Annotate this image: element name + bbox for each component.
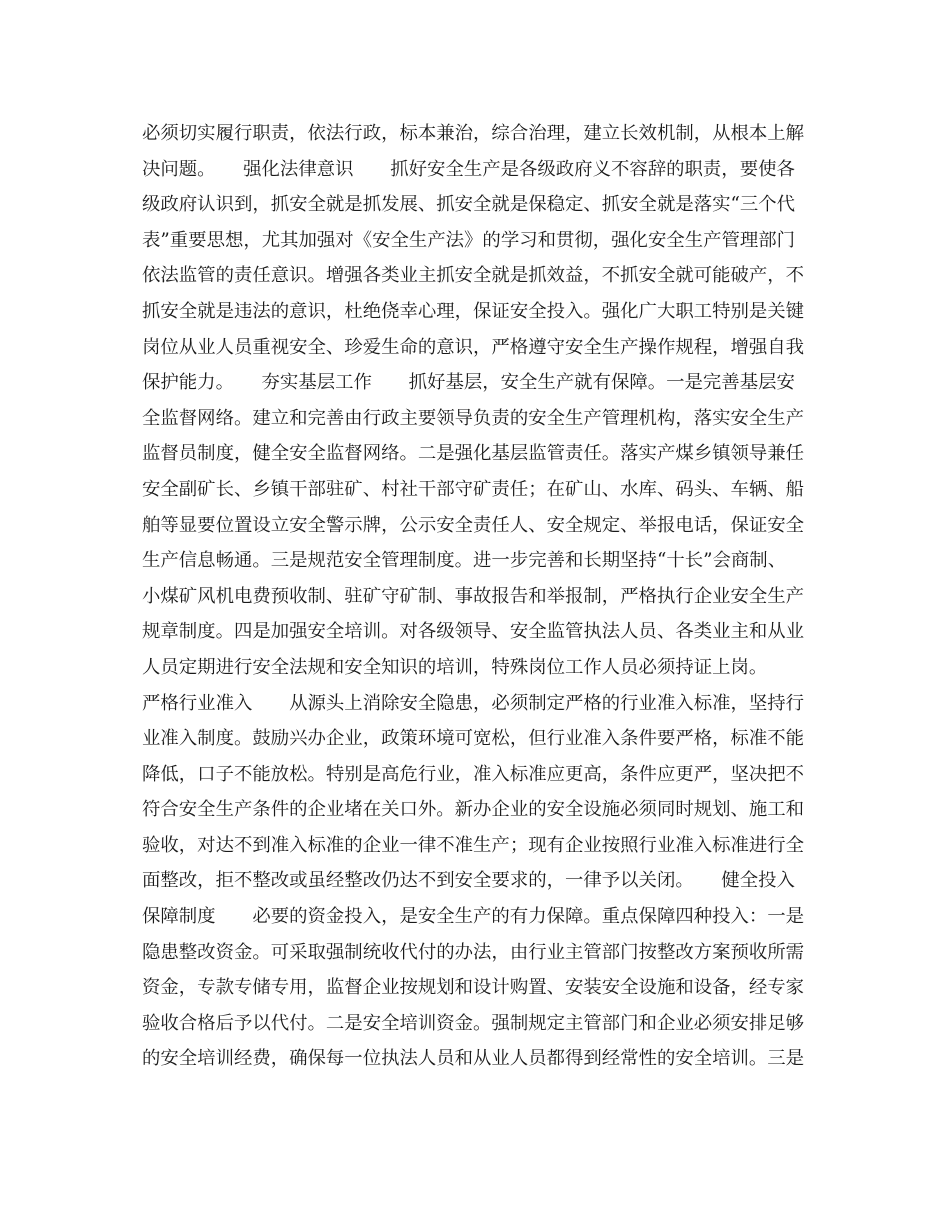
text-line: 全监督网络。建立和完善由行政主要领导负责的安全生产管理机构，落实安全生产 — [142, 407, 805, 429]
text-line: 保护能力。 夯实基层工作 抓好基层，安全生产就有保障。一是完善基层安 — [142, 372, 795, 394]
text-line: 验收，对达不到准入标准的企业一律不准生产；现有企业按照行业准入标准进行全 — [142, 834, 805, 856]
text-line: 抓安全就是违法的意识，杜绝侥幸心理，保证安全投入。强化广大职工特别是关键 — [142, 300, 805, 322]
text-line: 的安全培训经费，确保每一位执法人员和从业人员都得到经常性的安全培训。三是 — [142, 1048, 805, 1070]
text-line: 小煤矿风机电费预收制、驻矿守矿制、事故报告和举报制，严格执行企业安全生产 — [142, 585, 805, 607]
text-line: 生产信息畅通。三是规范安全管理制度。进一步完善和长期坚持“十长”会商制、 — [142, 550, 787, 572]
text-line: 降低，口子不能放松。特别是高危行业，准入标准应更高，条件应更严，坚决把不 — [142, 763, 805, 785]
text-line: 验收合格后予以代付。二是安全培训资金。强制规定主管部门和企业必须安排足够 — [142, 1012, 805, 1034]
text-line: 资金，专款专储专用，监督企业按规划和设计购置、安装安全设施和设备，经专家 — [142, 977, 805, 999]
text-line: 依法监管的责任意识。增强各类业主抓安全就是抓效益，不抓安全就可能破产，不 — [142, 265, 805, 287]
text-line: 人员定期进行安全法规和安全知识的培训，特殊岗位工作人员必须持证上岗。 — [142, 656, 768, 678]
body-text — [142, 116, 814, 1077]
text-line: 表”重要思想，尤其加强对《安全生产法》的学习和贯彻，强化安全生产管理部门 — [142, 229, 796, 251]
text-line: 严格行业准入 从源头上消除安全隐患，必须制定严格的行业准入标准，坚持行 — [142, 692, 805, 714]
text-line: 决问题。 强化法律意识 抓好安全生产是各级政府义不容辞的职责，要使各 — [142, 158, 795, 180]
text-line: 规章制度。四是加强安全培训。对各级领导、安全监管执法人员、各类业主和从业 — [142, 621, 805, 643]
text-line: 级政府认识到，抓安全就是抓发展、抓安全就是保稳定、抓安全就是落实“三个代 — [142, 194, 796, 216]
text-line: 安全副矿长、乡镇干部驻矿、村社干部守矿责任；在矿山、水库、码头、车辆、船 — [142, 478, 805, 500]
text-line: 岗位从业人员重视安全、珍爱生命的意识，严格遵守安全生产操作规程，增强自我 — [142, 336, 805, 358]
text-line: 监督员制度，健全安全监督网络。二是强化基层监管责任。落实产煤乡镇领导兼任 — [142, 443, 805, 465]
text-line: 保障制度 必要的资金投入，是安全生产的有力保障。重点保障四种投入：一是 — [142, 906, 805, 928]
text-line: 面整改，拒不整改或虽经整改仍达不到安全要求的，一律予以关闭。 健全投入 — [142, 870, 795, 892]
text-line: 舶等显要位置设立安全警示牌，公示安全责任人、安全规定、举报电话，保证安全 — [142, 514, 805, 536]
text-line: 必须切实履行职责，依法行政，标本兼治，综合治理，建立长效机制，从根本上解 — [142, 123, 805, 144]
text-line: 业准入制度。鼓励兴办企业，政策环境可宽松，但行业准入条件要严格，标准不能 — [142, 728, 805, 750]
text-line: 符合安全生产条件的企业堵在关口外。新办企业的安全设施必须同时规划、施工和 — [142, 799, 805, 821]
text-line: 隐患整改资金。可采取强制统收代付的办法，由行业主管部门按整改方案预收所需 — [142, 941, 805, 963]
